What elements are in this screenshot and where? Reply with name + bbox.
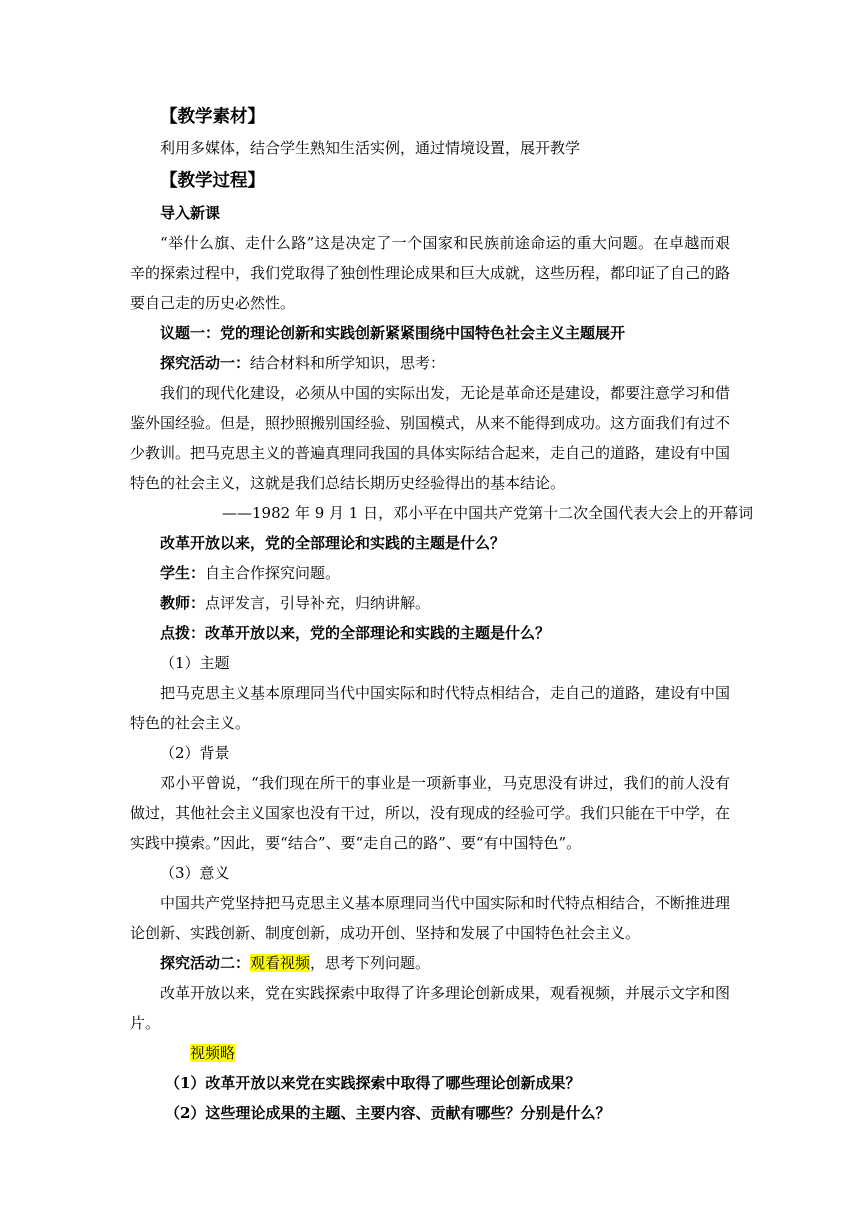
activity-two-label: 探究活动二：: [160, 954, 251, 972]
student-label: 学生：: [160, 564, 206, 582]
intro-heading: 导入新课: [160, 204, 221, 222]
intro-paragraph-line: “举什么旗、走什么路”这是决定了一个国家和民族前途命运的重大问题。在卓越而艰: [160, 234, 730, 252]
student-text: 自主合作探究问题。: [205, 564, 341, 582]
item-significance-line: 论创新、实践创新、制度创新，成功开创、坚持和发展了中国特色社会主义。: [130, 924, 641, 942]
material-heading: 【教学素材】: [160, 107, 265, 127]
question-a: （1）改革开放以来党在实践探索中取得了哪些理论创新成果？: [165, 1074, 581, 1092]
item-background-line: 做过，其他社会主义国家也没有干过，所以，没有现成的经验可学。我们只能在干中学，在: [130, 804, 731, 822]
quote-line: 少教训。把马克思主义的普遍真理同我国的具体实际结合起来，走自己的道路，建设有中国: [130, 444, 731, 462]
tip-line: 点拨：改革开放以来，党的全部理论和实践的主题是什么？: [160, 624, 551, 642]
activity-one-label: 探究活动一：: [160, 354, 251, 372]
activity-two-paragraph-line: 片。: [130, 1014, 161, 1032]
item-significance-heading: （3）意义: [160, 864, 230, 882]
teacher-label: 教师：: [160, 594, 206, 612]
item-theme-line: 把马克思主义基本原理同当代中国实际和时代特点相结合，走自己的道路，建设有中国: [160, 684, 731, 702]
watch-video-highlight: 观看视频: [250, 954, 311, 972]
process-heading: 【教学过程】: [160, 171, 265, 191]
activity-two-text: ，思考下列问题。: [310, 954, 431, 972]
intro-paragraph-line: 要自己走的历史必然性。: [130, 294, 296, 312]
item-background-line: 实践中摸索。”因此，要“结合”、要“走自己的路”、要“有中国特色”。: [130, 834, 582, 852]
teacher-text: 点评发言，引导补充，归纳讲解。: [205, 594, 431, 612]
quote-source: ——1982 年 9 月 1 日，邓小平在中国共产党第十二次全国代表大会上的开幕词: [222, 504, 754, 522]
activity-one-text: 结合材料和所学知识，思考：: [250, 354, 446, 372]
intro-paragraph-line: 辛的探索过程中，我们党取得了独创性理论成果和巨大成就，这些历程，都印证了自己的路: [130, 264, 731, 282]
activity-one-line: [160, 353, 445, 373]
video-note-highlight: 视频略: [190, 1044, 236, 1062]
material-text: 利用多媒体，结合学生熟知生活实例，通过情境设置，展开教学: [160, 139, 581, 157]
quote-line: 我们的现代化建设，必须从中国的实际出发，无论是革命还是建设，都要注意学习和借: [160, 384, 731, 402]
question-b: （2）这些理论成果的主题、主要内容、贡献有哪些？分别是什么？: [165, 1104, 611, 1122]
item-theme-line: 特色的社会主义。: [130, 714, 251, 732]
item-background-line: 邓小平曾说，“我们现在所干的事业是一项新事业，马克思没有讲过，我们的前人没有: [160, 774, 730, 792]
item-background-heading: （2）背景: [160, 744, 230, 762]
activity-two-line: [160, 953, 430, 973]
teacher-line: [160, 593, 430, 613]
video-note: [190, 1043, 235, 1063]
item-significance-line: 中国共产党坚持把马克思主义基本原理同当代中国实际和时代特点相结合，不断推进理: [160, 894, 731, 912]
quote-line: 鉴外国经验。但是，照抄照搬别国经验、别国模式，从来不能得到成功。这方面我们有过不: [130, 414, 731, 432]
student-line: [160, 563, 340, 583]
question-one: 改革开放以来，党的全部理论和实践的主题是什么？: [160, 534, 506, 552]
activity-two-paragraph-line: 改革开放以来，党在实践探索中取得了许多理论创新成果，观看视频，并展示文字和图: [160, 984, 731, 1002]
quote-line: 特色的社会主义，这就是我们总结长期历史经验得出的基本结论。: [130, 474, 566, 492]
item-theme-heading: （1）主题: [160, 654, 230, 672]
topic-one-heading: 议题一：党的理论创新和实践创新紧紧围绕中国特色社会主义主题展开: [160, 324, 626, 342]
